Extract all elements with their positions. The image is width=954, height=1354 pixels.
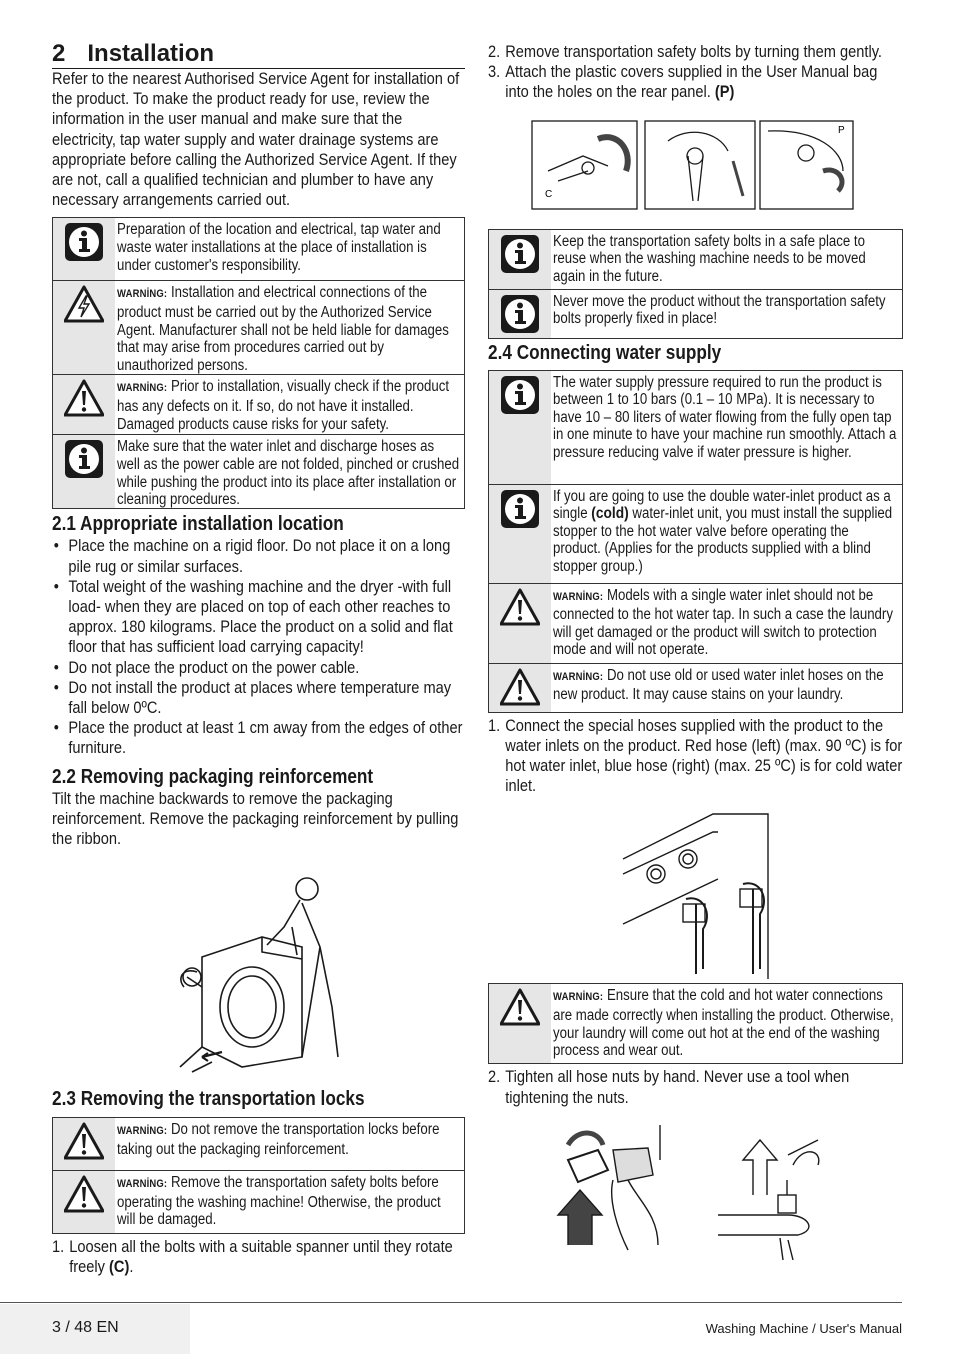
note-row [489,984,902,1064]
step-item: 2. Remove transportation safety bolts by turning them gently. [488,42,883,61]
info-icon [64,222,104,262]
list-item: • Place the machine on a rigid floor. Do not place it on a long pile rug or similar surfaces. [52,536,465,576]
note-row [53,435,464,509]
list-item: • Do not place the product on the power cable. [52,658,465,678]
notes-water [488,370,903,713]
warning-label: WARNİNG: [553,590,604,603]
warning-icon [64,1175,104,1215]
note-row [489,664,902,713]
warning-label: WARNİNG: [117,288,168,301]
note-text: The water supply pressure required to run the product is between 1 to 10 bars (0.1 – 10 MPa). It is necessary to have 10 – 80 liters of water flowing from the fully open tap in one minute to have your machine run smoothly. Attach a pressure reducing valve if water pressure is higher. [553,373,897,461]
section-heading: 2 Installation [52,40,465,69]
warning-icon [64,1122,104,1162]
notes-bolts [488,229,903,339]
water-inlet-illustration [488,804,903,979]
warning-label: WARNİNG: [553,991,604,1004]
note-row [489,371,902,485]
note-row [53,375,464,435]
notes-locks [52,1117,465,1234]
warning-icon [500,668,540,708]
info-icon [64,439,104,479]
note-row [489,584,902,664]
location-list [52,536,465,758]
locks-steps [52,1237,465,1277]
list-item: • Place the product at least 1 cm away from the edges of other furniture. [52,718,465,758]
document-title: Washing Machine / User's Manual [705,1321,902,1336]
info-icon [500,489,540,529]
list-item: • Do not install the product at places where temperature may fall below 0ºC. [52,678,465,718]
bolt-steps [488,42,903,103]
step-item: 1. Loosen all the bolts with a suitable spanner until they rotate freely (C). [52,1237,453,1277]
note-row [53,218,464,281]
note-row [489,230,902,290]
electric-hazard-icon [64,285,104,325]
note-row [53,1171,464,1234]
warning-label: WARNİNG: [117,1125,168,1138]
footer-divider [0,1302,902,1303]
info-icon [500,375,540,415]
note-row [53,1118,464,1171]
note-text: Do not use old or used water inlet hoses on the new product. It may cause stains on your laundry. [553,666,884,704]
note-text: Models with a single water inlet should not be connected to the hot water tap. In such a case the laundry will get damaged or the product will switch to protection mode and will not operate. [553,586,893,659]
warning-icon [500,988,540,1028]
warning-icon [500,588,540,628]
subsection-title: 2.2 Removing packaging reinforcement [52,765,374,788]
note-text: Remove the transportation safety bolts before operating the washing machine! Otherwise, the product will be damaged. [117,1174,441,1229]
note-row [489,290,902,339]
note-text: Prior to installation, visually check if the product has any defects on it. If so, do not have it installed. Damaged products cause risks for your safety. [117,378,450,433]
notes-connection [488,983,903,1064]
warning-label: WARNİNG: [117,1178,168,1191]
hose-nut-illustration [488,1120,903,1260]
note-text: Do not remove the transportation locks before taking out the packaging reinforcement. [117,1121,440,1158]
intro-paragraph: Refer to the nearest Authorised Service Agent for installation of the product. To make the product ready for use, review the information in the user manual and make sure that the electricity, tap water supply and water drainage systems are appropriate before calling the Authorized Service Agent. If they are not, call a qualified technician and plumber to have any necessary arrangements carried out. [52,69,460,210]
step-item: 3. Attach the plastic covers supplied in the User Manual bag into the holes on the rear panel. (P) [488,62,878,102]
info-icon [500,294,540,334]
warning-label: WARNİNG: [553,670,604,683]
fig-label-c: C [545,188,553,200]
packaging-removal-illustration [52,867,465,1077]
info-icon [500,234,540,274]
note-row: If you are going to use the double water-inlet product as a single (cold) water-inlet unit, you must install the supplied stopper to the hot water valve before operating the product. (Applies for the products supplied with a blind stopper group.) [489,485,902,584]
fig-label-p: P [838,124,845,136]
warning-icon [64,379,104,419]
warning-label: WARNİNG: [117,382,168,395]
left-column [52,40,465,1278]
note-text: Never move the product without the transportation safety bolts properly fixed in place! [553,292,886,328]
subsection-title: 2.4 Connecting water supply [488,341,722,364]
note-row [53,281,464,375]
page-number: 3 / 48 EN [52,1319,119,1336]
nut-steps [488,1067,903,1107]
packaging-paragraph: Tilt the machine backwards to remove the packaging reinforcement. Remove the packaging reinforcement by pulling the ribbon. [52,788,459,849]
step-item: 1. Connect the special hoses supplied with the product to the water inlets on the product. Red hose (left) (max. 90 ºC) is for hot water inlet, blue hose (right) (max. 25 ºC) is for cold water inlet. [488,715,903,796]
note-text: Installation and electrical connections of the product must be carried out by the Authorized Service Agent. Manufacturer shall not be held liable for damages that may arise from procedures carried out by unauthorized persons. [117,284,449,374]
notes-top [52,217,465,509]
right-column [488,42,903,1260]
note-text: Make sure that the water inlet and discharge hoses as well as the power cable are not folded, pinched or crushed while pushing the product into its place after installation or cleaning procedures. [117,438,460,509]
list-item: • Total weight of the washing machine and the dryer -with full load- when they are placed on top of each other reaches to approx. 180 kilograms. Place the product on a solid and flat floor that has sufficient load carrying capacity! [52,577,465,658]
subsection-title: 2.3 Removing the transportation locks [52,1088,365,1111]
subsection-title: 2.1 Appropriate installation location [52,513,344,536]
step-item: 2. Tighten all hose nuts by hand. Never use a tool when tightening the nuts. [488,1067,850,1107]
note-text: Preparation of the location and electrical, tap water and waste water installations at the place of installation is under customer's responsibility. [117,221,441,274]
note-text: Ensure that the cold and hot water connections are made correctly when installing the product. Otherwise, your laundry will come out hot at the end of the washing process and wear out. [553,987,894,1060]
bolt-removal-figures [488,111,903,211]
note-text: Keep the transportation safety bolts in a safe place to reuse when the washing machine needs to be moved again in the future. [553,232,866,285]
water-steps [488,716,903,797]
